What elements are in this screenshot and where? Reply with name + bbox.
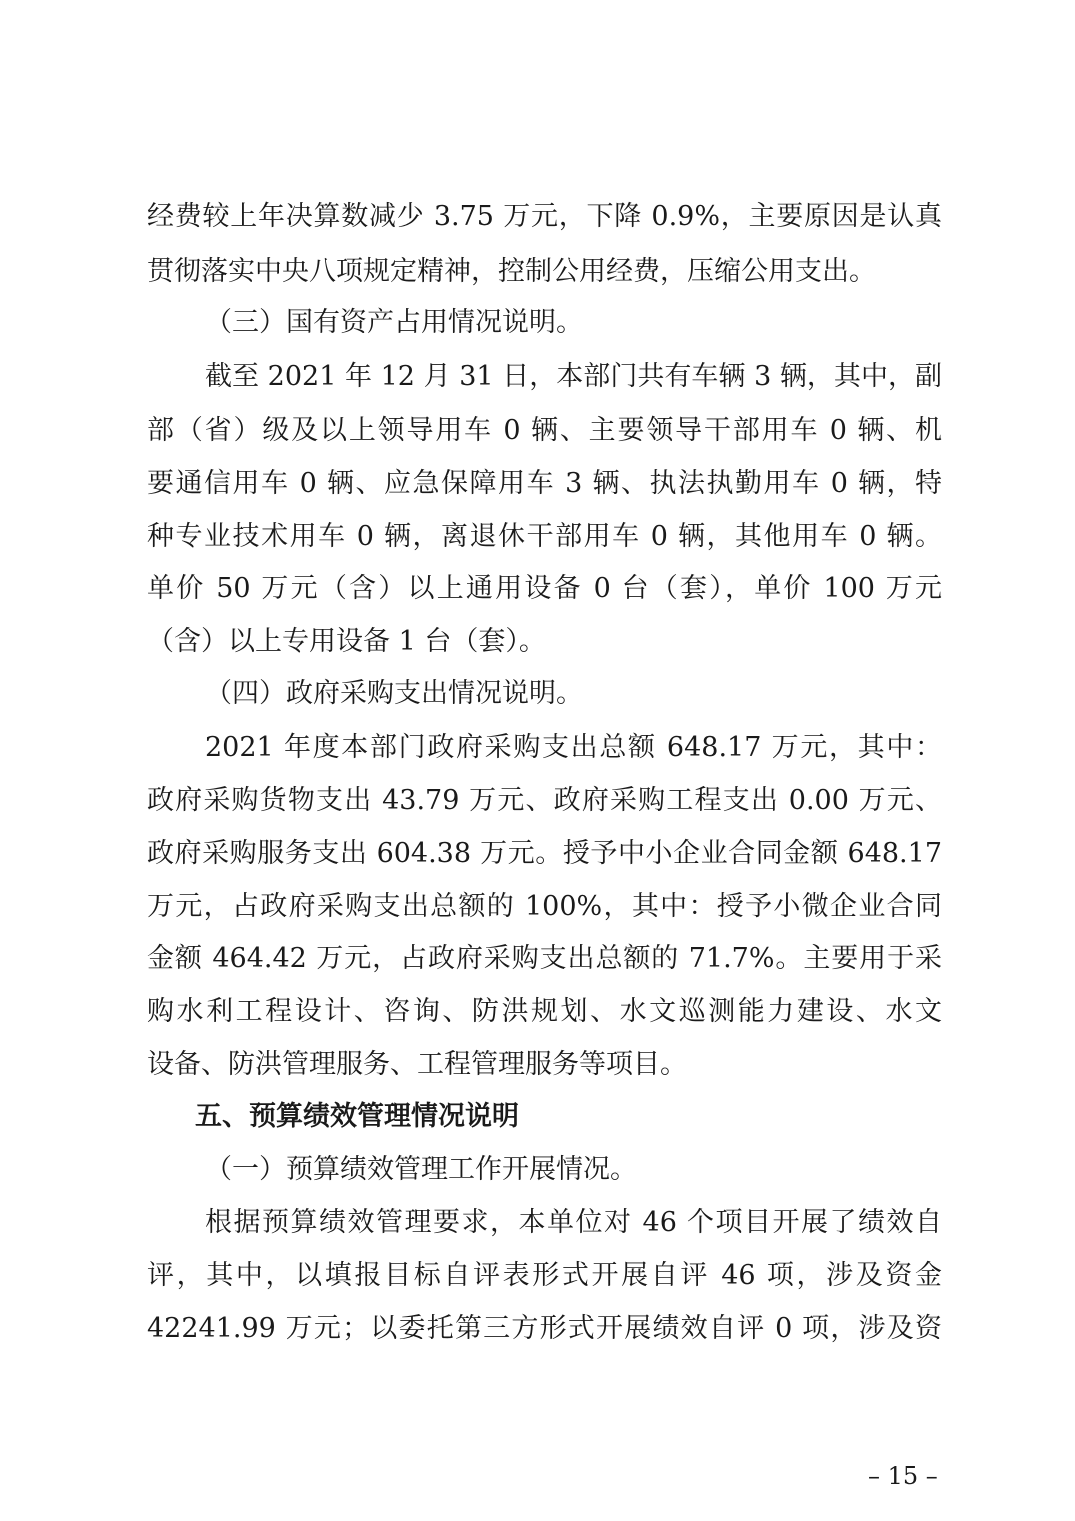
body-text-line: 部（省）级及以上领导用车 0 辆、主要领导干部用车 0 辆、机: [147, 415, 942, 446]
body-text-line: 42241.99 万元；以委托第三方形式开展绩效自评 0 项，涉及资: [147, 1313, 942, 1344]
section-subheading: （一）预算绩效管理工作开展情况。: [205, 1154, 637, 1185]
body-text-line: 政府采购服务支出 604.38 万元。授予中小企业合同金额 648.17: [147, 838, 942, 869]
section-subheading: （三）国有资产占用情况说明。: [205, 307, 583, 338]
body-text-line: 经费较上年决算数减少 3.75 万元，下降 0.9%，主要原因是认真: [147, 201, 942, 232]
body-text-line: 设备、防洪管理服务、工程管理服务等项目。: [147, 1049, 687, 1080]
page-number: – 15 –: [868, 1462, 938, 1490]
body-text-line: 评，其中，以填报目标自评表形式开展自评 46 项，涉及资金: [147, 1260, 942, 1291]
body-text-line: 要通信用车 0 辆、应急保障用车 3 辆、执法执勤用车 0 辆，特: [147, 468, 942, 499]
body-text-line: 万元，占政府采购支出总额的 100%，其中：授予小微企业合同: [147, 891, 942, 922]
body-text-line: 购水利工程设计、咨询、防洪规划、水文巡测能力建设、水文: [147, 996, 942, 1027]
body-text-line: 单价 50 万元（含）以上通用设备 0 台（套），单价 100 万元: [147, 573, 942, 604]
body-text-line: 贯彻落实中央八项规定精神，控制公用经费，压缩公用支出。: [147, 256, 876, 287]
body-text-line: 金额 464.42 万元，占政府采购支出总额的 71.7%。主要用于采: [147, 943, 942, 974]
section-heading: 五、预算绩效管理情况说明: [195, 1101, 519, 1132]
body-text-line: 政府采购货物支出 43.79 万元、政府采购工程支出 0.00 万元、: [147, 785, 942, 816]
body-text-line: 种专业技术用车 0 辆，离退休干部用车 0 辆，其他用车 0 辆。: [147, 521, 942, 552]
body-text-line: 截至 2021 年 12 月 31 日，本部门共有车辆 3 辆，其中，副: [205, 361, 942, 392]
body-text-line: 根据预算绩效管理要求，本单位对 46 个项目开展了绩效自: [205, 1207, 942, 1238]
section-subheading: （四）政府采购支出情况说明。: [205, 678, 583, 709]
body-text-line: 2021 年度本部门政府采购支出总额 648.17 万元，其中：: [205, 732, 942, 763]
body-text-line: （含）以上专用设备 1 台（套）。: [147, 626, 546, 657]
